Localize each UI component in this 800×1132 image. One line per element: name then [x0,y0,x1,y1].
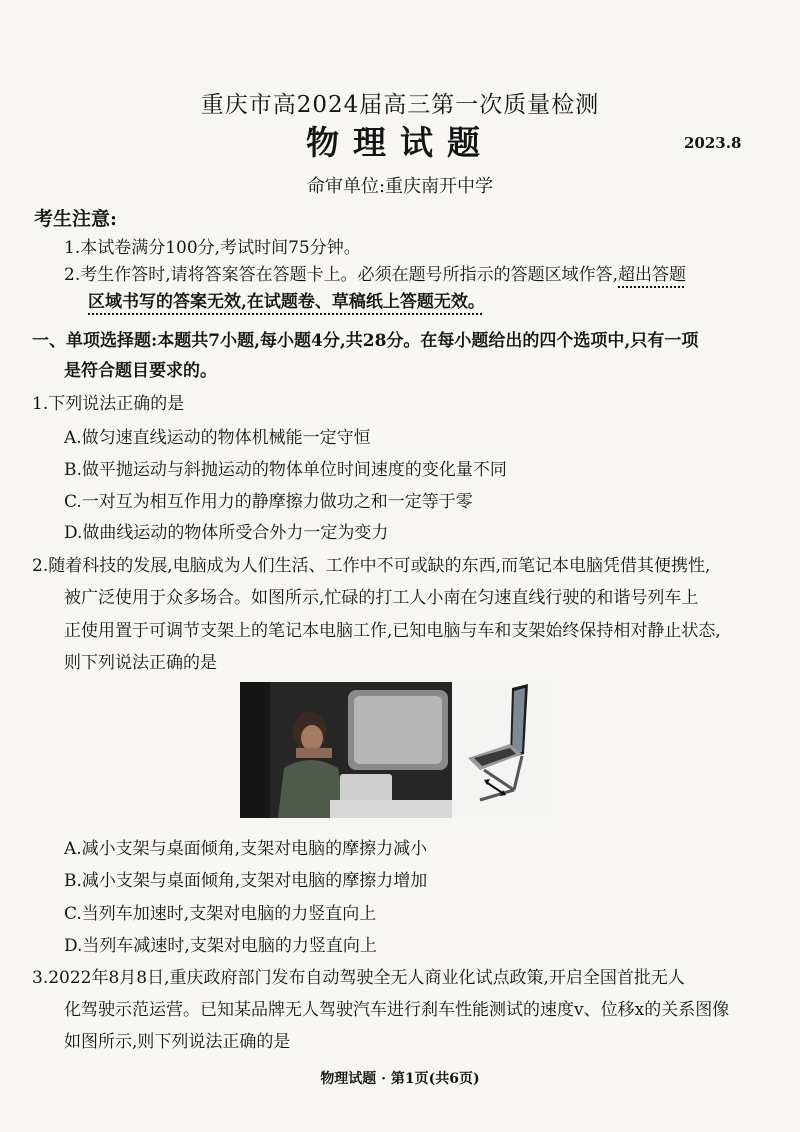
question-3-line1: 3.2022年8月8日,重庆政府部门发布自动驾驶全无人商业化试点政策,开启全国首批无人 [32,968,685,988]
question-3-line3: 如图所示,则下列说法正确的是 [64,1032,291,1052]
laptop-on-stand-icon [452,682,552,818]
question-1-option-b: B.做平抛运动与斜抛运动的物体单位时间速度的变化量不同 [64,460,507,480]
question-2-line2: 被广泛使用于众多场合。如图所示,忙碌的打工人小南在匀速直线行驶的和谐号列车上 [64,588,699,608]
notice-item-1: 1.本试卷满分100分,考试时间75分钟。 [64,238,361,258]
notice-item-2-emphasis: 超出答题 [618,265,687,285]
author-unit: 命审单位:重庆南开中学 [306,176,494,197]
question-2-option-d: D.当列车减速时,支架对电脑的力竖直向上 [64,936,377,956]
question-1-option-a: A.做匀速直线运动的物体机械能一定守恒 [64,428,371,448]
question-1-option-c: C.一对互为相互作用力的静摩擦力做功之和一定等于零 [64,492,473,512]
subject-title: 物理试题 [306,123,494,162]
section-heading-line2: 是符合题目要求的。 [64,361,217,381]
exam-date: 2023.8 [684,134,742,152]
laptop-stand-photo [452,682,552,818]
notice-item-2 [64,260,686,285]
notice-item-2-text: 2.考生作答时,请将答案答在答题卡上。必须在题号所指示的答题区域作答, [64,265,619,285]
page-footer: 物理试题 · 第1页(共6页) [320,1071,480,1087]
exam-title: 重庆市高2024届高三第一次质量检测 [200,92,600,118]
question-2-figure [240,682,552,818]
section-heading-line1: 一、单项选择题:本题共7小题,每小题4分,共28分。在每小题给出的四个选项中,只有一项 [32,331,699,351]
question-2-line4: 则下列说法正确的是 [64,653,217,673]
train-photo [240,682,452,818]
question-3-line2: 化驾驶示范运营。已知某品牌无人驾驶汽车进行刹车性能测试的速度v、位移x的关系图像 [64,1000,730,1020]
question-1-stem: 1.下列说法正确的是 [32,394,185,414]
question-2-line3: 正使用置于可调节支架上的笔记本电脑工作,已知电脑与车和支架始终保持相对静止状态, [64,621,721,641]
notice-title: 考生注意: [34,208,118,230]
question-1-option-d: D.做曲线运动的物体所受合外力一定为变力 [64,523,389,543]
notice-item-2-cont [88,287,485,312]
question-2-option-a: A.减小支架与桌面倾角,支架对电脑的摩擦力减小 [64,839,428,859]
train-scene-icon [240,682,452,818]
question-2-option-c: C.当列车加速时,支架对电脑的力竖直向上 [64,904,377,924]
question-2-line1: 2.随着科技的发展,电脑成为人们生活、工作中不可或缺的东西,而笔记本电脑凭借其便携性, [32,556,711,576]
notice-item-2-emphasis-cont: 区域书写的答案无效,在试题卷、草稿纸上答题无效。 [88,292,485,312]
question-2-option-b: B.减小支架与桌面倾角,支架对电脑的摩擦力增加 [64,871,428,891]
